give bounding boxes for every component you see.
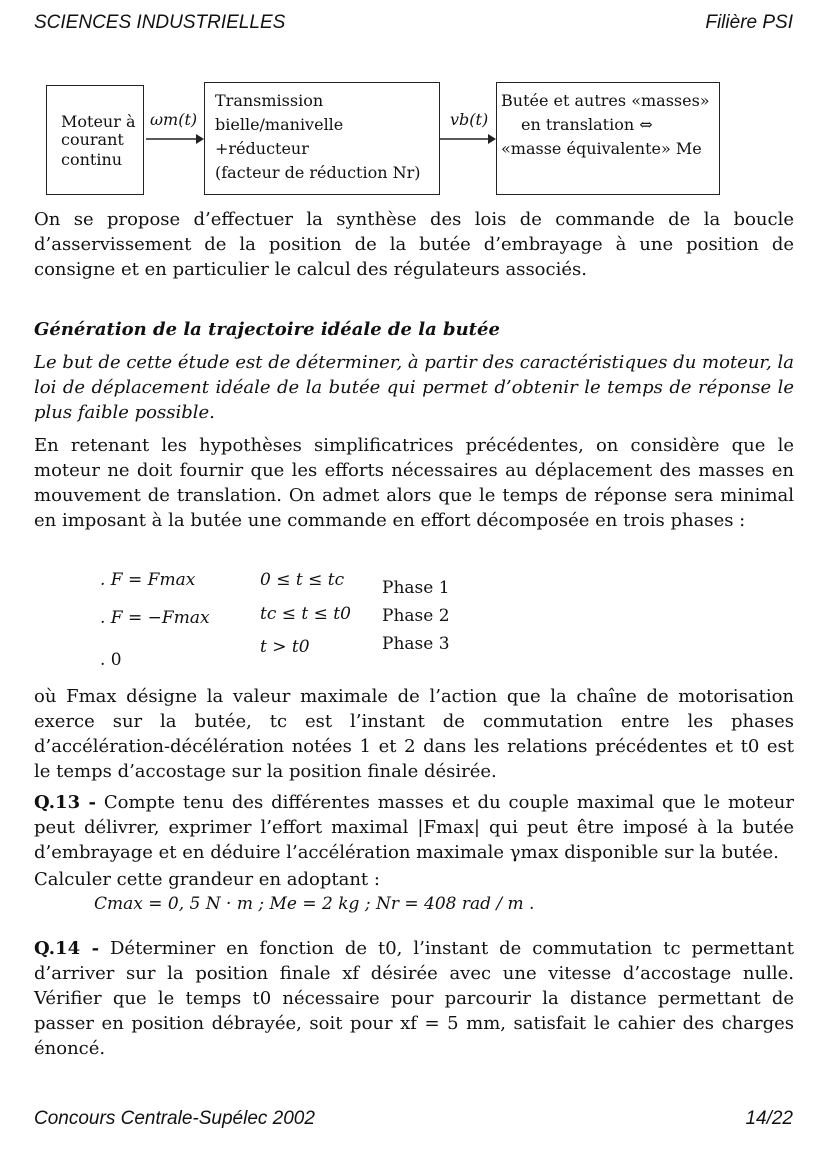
motor-box-line: continu xyxy=(61,150,123,169)
transmission-box xyxy=(204,82,440,195)
definitions-paragraph xyxy=(34,684,794,784)
intro-text: On se propose d’effectuer la synthèse des lois de commande de la boucle d’asservissement de la position de la butée d’embrayage à une position de consigne et en particulier le calcul des régulateurs associés. xyxy=(34,209,794,280)
motor-box xyxy=(46,85,144,195)
mass-box-line: Butée et autres «masses» xyxy=(501,91,710,110)
q13-label: Q.13 - xyxy=(34,792,97,813)
arrow-2 xyxy=(440,132,496,146)
phase-1-force: . F = Fmax xyxy=(100,570,196,590)
transmission-box-line: (facteur de réduction Nr) xyxy=(215,163,421,182)
transmission-box-line: Transmission xyxy=(215,91,324,110)
mass-box-line: «masse équivalente» Me xyxy=(501,139,702,158)
section xyxy=(34,317,794,533)
section-title: Génération de la trajectoire idéale de la butée xyxy=(34,319,500,340)
phase-2-label: Phase 2 xyxy=(382,606,450,626)
phase-1-label: Phase 1 xyxy=(382,578,450,598)
signal-vb: vb(t) xyxy=(450,110,489,129)
phase-2-interval: tc ≤ t ≤ t0 xyxy=(260,604,351,624)
header-left: SCIENCES INDUSTRIELLES xyxy=(34,12,286,33)
phase-2-force: . F = −Fmax xyxy=(100,608,210,628)
phase-3-force: . 0 xyxy=(100,650,122,670)
q13-text: Compte tenu des différentes masses et du couple maximal que le moteur peut délivrer, exprimer l’effort maximal |Fmax| qui peut être imposé à la butée d’embrayage et en déduire l’accélération maximale γmax disponible sur la butée. xyxy=(34,792,794,863)
arrow-1 xyxy=(146,132,204,146)
phase-1-interval: 0 ≤ t ≤ tc xyxy=(260,570,345,590)
mass-box xyxy=(496,82,720,195)
q14-label: Q.14 - xyxy=(34,938,100,959)
signal-omega: ωm(t) xyxy=(150,110,198,129)
paragraph-hypotheses: En retenant les hypothèses simplificatrices précédentes, on considère que le moteur ne doit fournir que les efforts nécessaires au déplacement des masses en mouvement de translation. On admet alors que le temps de réponse sera minimal en imposant à la butée une commande en effort décomposée en trois phases : xyxy=(34,435,794,531)
header-right: Filière PSI xyxy=(705,12,793,33)
question-13 xyxy=(34,790,794,917)
motor-box-line: courant xyxy=(61,130,124,149)
mass-box-line: en translation ⇔ xyxy=(521,115,653,134)
footer-right: 14/22 xyxy=(745,1108,793,1129)
footer-left: Concours Centrale-Supélec 2002 xyxy=(34,1108,315,1129)
phase-3-label: Phase 3 xyxy=(382,634,450,654)
phase-3-interval: t > t0 xyxy=(260,637,310,657)
q13-values: Cmax = 0, 5 N · m ; Me = 2 kg ; Nr = 408 rad / m . xyxy=(94,894,535,914)
intro-paragraph xyxy=(34,207,794,282)
block-diagram xyxy=(46,82,746,197)
transmission-box-line: bielle/manivelle xyxy=(215,115,344,134)
definitions-text: où Fmax désigne la valeur maximale de l’action que la chaîne de motorisation exerce sur la butée, tc est l’instant de commutation entre les phases d’accélération-décélération notées 1 et 2 dans les relations précédentes et t0 est le temps d’accostage sur la position finale désirée. xyxy=(34,686,794,782)
transmission-box-line: +réducteur xyxy=(215,139,309,158)
q13-calc: Calculer cette grandeur en adoptant : xyxy=(34,869,380,890)
question-14 xyxy=(34,936,794,1061)
section-goal: Le but de cette étude est de déterminer, à partir des caractéristiques du moteur, la loi de déplacement idéale de la butée qui permet d’obtenir le temps de réponse le plus faible possible. xyxy=(34,352,794,423)
q14-text: Déterminer en fonction de t0, l’instant de commutation tc permettant d’arriver sur la position finale xf désirée avec une vitesse d’accostage nulle. Vérifier que le temps t0 nécessaire pour parcourir la distance permettant de passer en position débrayée, soit pour xf = 5 mm, satisfait le cahier des charges énoncé. xyxy=(34,938,794,1059)
motor-box-line: Moteur à xyxy=(61,112,136,131)
